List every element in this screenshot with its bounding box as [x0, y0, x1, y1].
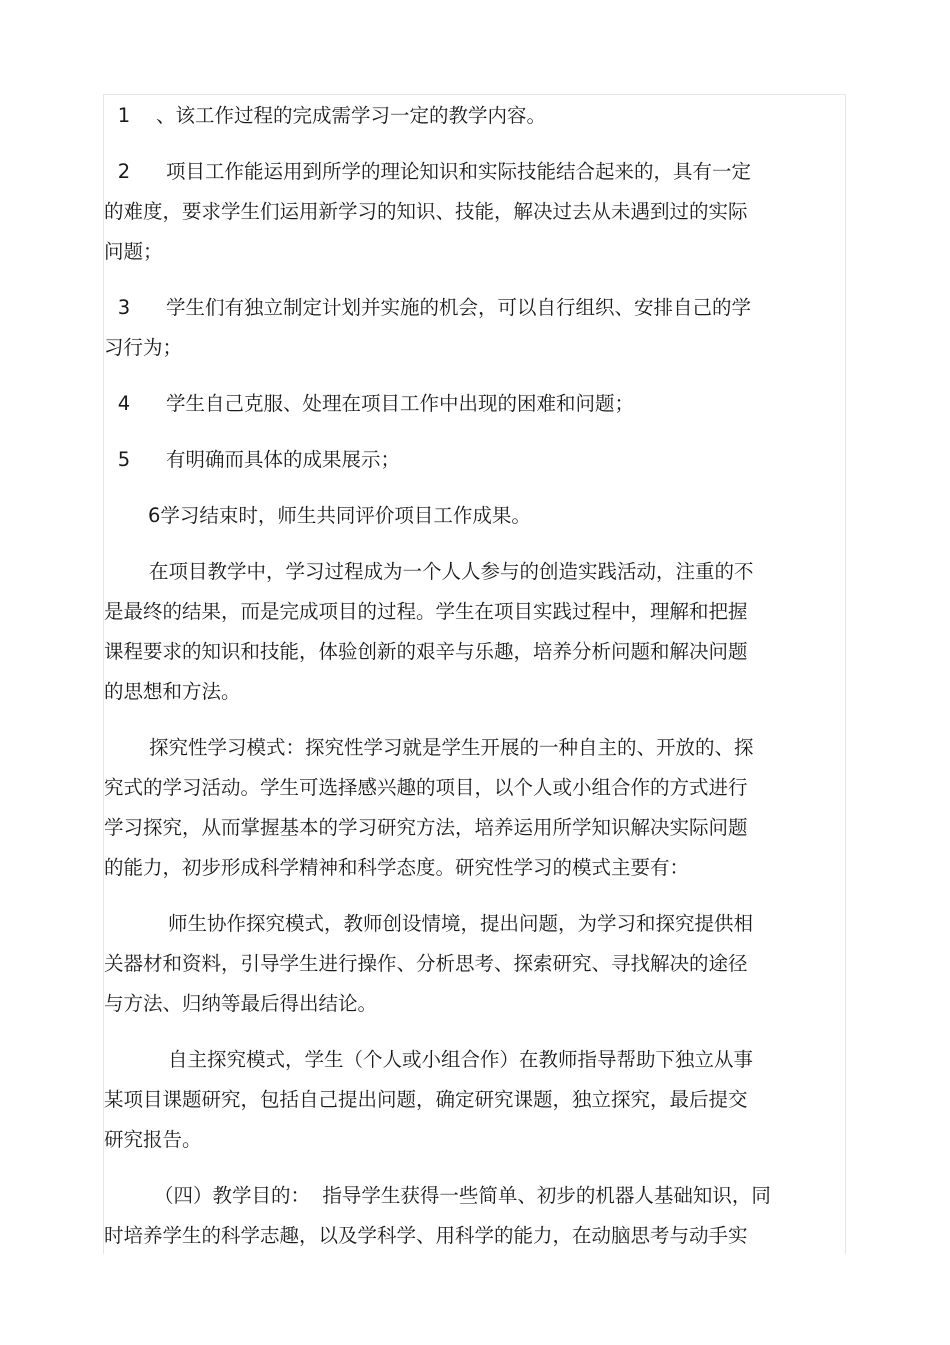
item-text: 问题； — [104, 240, 163, 263]
paragraph-line: 课程要求的知识和技能，体验创新的艰辛与乐趣，培养分析问题和解决问题 — [104, 640, 748, 663]
item-number: 4 — [117, 392, 131, 415]
paragraph-line: 自主探究模式，学生（个人或小组合作）在教师指导帮助下独立从事 — [168, 1048, 754, 1071]
item-text: 、该工作过程的完成需学习一定的教学内容。 — [156, 104, 547, 127]
item-number: 5 — [117, 448, 131, 471]
item-number: 3 — [117, 296, 131, 319]
list-item-3 — [104, 288, 824, 368]
paragraph-line: 探究性学习模式：探究性学习就是学生开展的一种自主的、开放的、探 — [149, 736, 754, 759]
paragraph-autonomous-mode — [104, 1040, 824, 1160]
paragraph-line: 究式的学习活动。学生可选择感兴趣的项目，以个人或小组合作的方式进行 — [104, 776, 748, 799]
list-item-6 — [104, 496, 824, 536]
item-number: 6 — [148, 504, 161, 527]
item-text: 有明确而具体的成果展示； — [166, 448, 401, 471]
item-text: 学生们有独立制定计划并实施的机会，可以自行组织、安排自己的学 — [166, 296, 752, 319]
paragraph-project-teaching — [104, 552, 824, 712]
item-text: 学习结束时，师生共同评价项目工作成果。 — [160, 504, 531, 527]
paragraph-line: 在项目教学中，学习过程成为一个人人参与的创造实践活动，注重的不 — [149, 560, 754, 583]
paragraph-inquiry-learning — [104, 728, 824, 888]
item-text: 学生自己克服、处理在项目工作中出现的困难和问题； — [166, 392, 635, 415]
paragraph-line: 的思想和方法。 — [104, 680, 241, 703]
item-text: 的难度，要求学生们运用新学习的知识、技能，解决过去从未遇到过的实际 — [104, 200, 748, 223]
paragraph-line: 某项目课题研究，包括自己提出问题，确定研究课题，独立探究，最后提交 — [104, 1088, 748, 1111]
list-item-4 — [104, 384, 824, 424]
paragraph-line: （四）教学目的： 指导学生获得一些简单、初步的机器人基础知识，同 — [154, 1184, 771, 1207]
paragraph-line: 研究报告。 — [104, 1128, 202, 1151]
paragraph-line: 与方法、归纳等最后得出结论。 — [104, 992, 378, 1015]
list-item-2 — [104, 152, 824, 272]
list-item-5 — [104, 440, 824, 480]
paragraph-teaching-objective — [104, 1176, 824, 1256]
item-text: 习行为； — [104, 336, 183, 359]
paragraph-collaborative-mode — [104, 904, 824, 1024]
paragraph-line: 是最终的结果，而是完成项目的过程。学生在项目实践过程中，理解和把握 — [104, 600, 748, 623]
paragraph-line: 时培养学生的科学志趣，以及学科学、用科学的能力，在动脑思考与动手实 — [104, 1224, 748, 1247]
paragraph-line: 师生协作探究模式，教师创设情境，提出问题，为学习和探究提供相 — [168, 912, 754, 935]
item-number: 1 — [117, 104, 131, 127]
list-item-1 — [104, 96, 824, 136]
item-text: 项目工作能运用到所学的理论知识和实际技能结合起来的，具有一定 — [166, 160, 752, 183]
paragraph-line: 学习探究，从而掌握基本的学习研究方法，培养运用所学知识解决实际问题 — [104, 816, 748, 839]
item-number: 2 — [117, 160, 131, 183]
paragraph-line: 的能力，初步形成科学精神和科学态度。研究性学习的模式主要有： — [104, 856, 690, 879]
paragraph-line: 关器材和资料，引导学生进行操作、分析思考、探索研究、寻找解决的途径 — [104, 952, 748, 975]
